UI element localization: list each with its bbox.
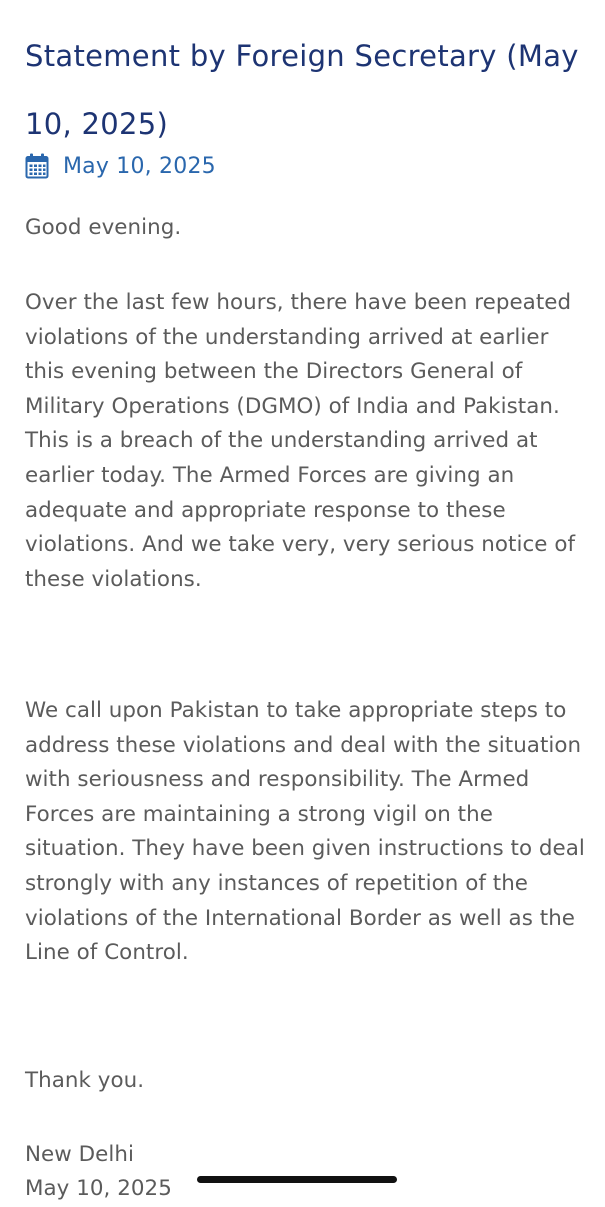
signoff-date: May 10, 2025 bbox=[25, 1176, 172, 1201]
closing-paragraph: Thank you. bbox=[25, 1068, 145, 1093]
publication-date bbox=[25, 150, 216, 182]
body-paragraph-1: Over the last few hours, there have been repeated violations of the understanding arrived at earlier this evening between the Directors General of Military Operations (DGMO) of India and Pakistan. This is a breach of the understanding arrived at earlier today. The Armed Forces are giving an adequate and appropriate response to these violations. And we take very, very serious notice of these violations. bbox=[25, 290, 576, 592]
body-paragraph-2: We call upon Pakistan to take appropriate steps to address these violations and deal with the situation with seriousness and responsibility. The Armed Forces are maintaining a strong vigil on the situation. They have been given instructions to deal strongly with any instances of repetition of the violations of the International Border as well as the Line of Control. bbox=[25, 698, 585, 966]
date-text: May 10, 2025 bbox=[63, 153, 216, 179]
calendar-icon bbox=[25, 153, 49, 179]
place-line: New Delhi bbox=[25, 1142, 134, 1167]
home-indicator-bar[interactable] bbox=[197, 1176, 397, 1183]
page-title: Statement by Foreign Secretary (May 10, 2025) bbox=[25, 39, 579, 141]
greeting-paragraph: Good evening. bbox=[25, 215, 182, 240]
